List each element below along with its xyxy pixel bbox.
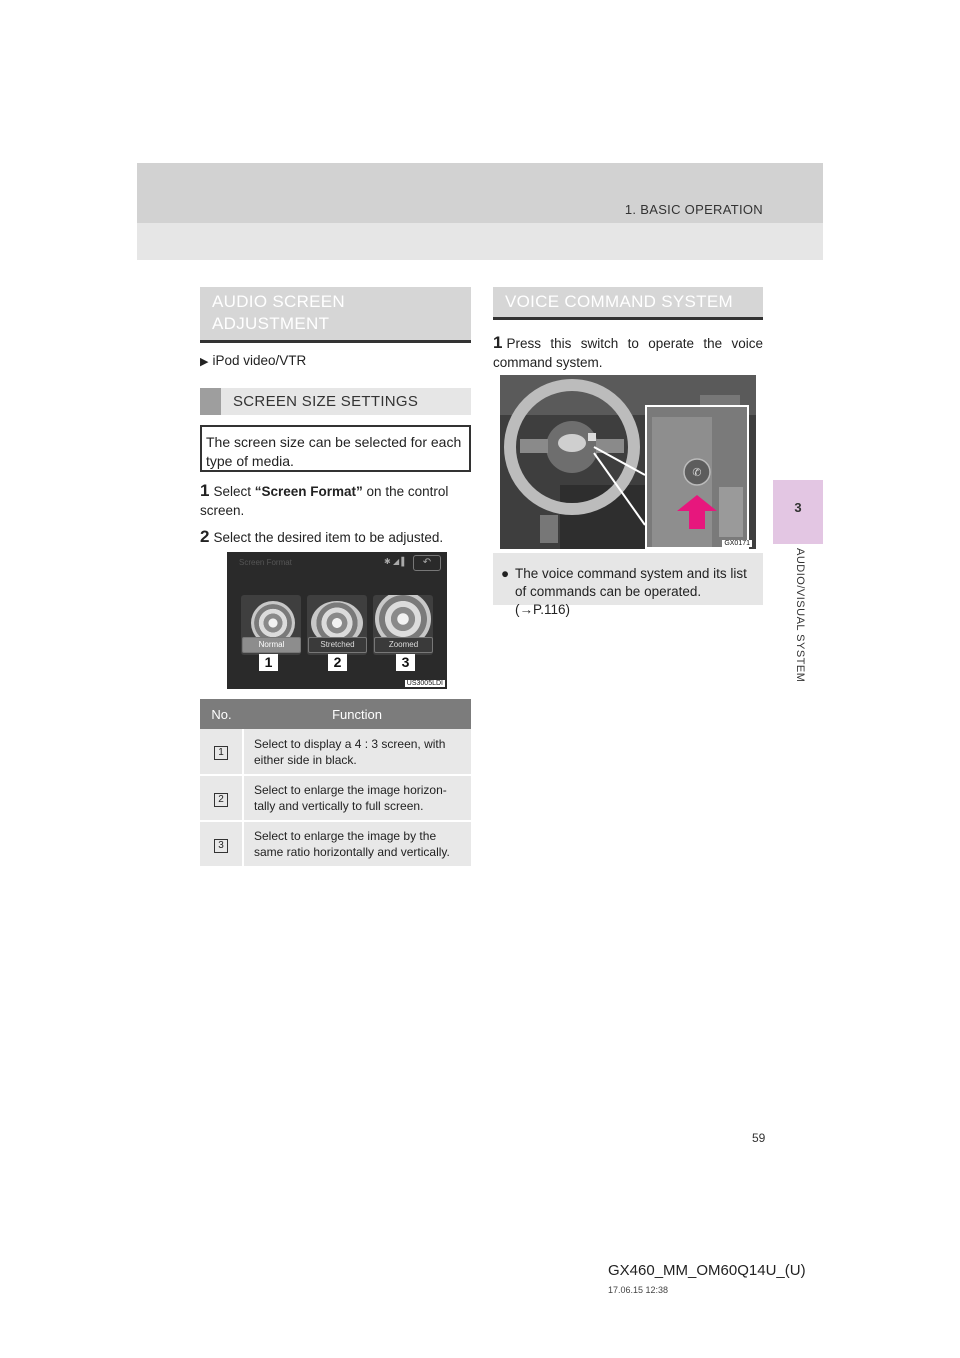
chapter-tab-label: AUDIO/VISUAL SYSTEM bbox=[794, 548, 806, 683]
section-heading-line2: ADJUSTMENT bbox=[212, 314, 330, 333]
callout-2: 2 bbox=[328, 654, 347, 671]
footer-date: 17.06.15 12:38 bbox=[608, 1285, 669, 1295]
callout-3: 3 bbox=[396, 654, 415, 671]
intro-box: The screen size can be selected for each type of media. bbox=[200, 425, 471, 472]
note-item bbox=[501, 565, 755, 619]
header-subband bbox=[137, 223, 823, 260]
note-text: The voice command system and its list of commands can be operated. (→P.116) bbox=[515, 566, 747, 617]
dashboard-photo bbox=[500, 375, 756, 549]
step-1-number: 1 bbox=[200, 481, 210, 500]
sub-heading-text: SCREEN SIZE SETTINGS bbox=[233, 393, 419, 410]
step-2-text: Select the desired item to be adjusted. bbox=[213, 530, 444, 545]
section-heading-audio-screen bbox=[200, 287, 471, 343]
row-number-box: 2 bbox=[214, 793, 228, 807]
table-header-row bbox=[200, 699, 471, 729]
right-step-1-text: Press this switch to operate the voice command system. bbox=[493, 336, 763, 370]
chapter-tab-number: 3 bbox=[794, 500, 802, 515]
step-2 bbox=[200, 527, 472, 547]
table-cell-num bbox=[200, 775, 243, 821]
table-row bbox=[200, 775, 471, 821]
step-1-bold: “Screen Format” bbox=[254, 484, 363, 499]
callout-1: 1 bbox=[259, 654, 278, 671]
chapter-title: 1. BASIC OPERATION bbox=[624, 202, 763, 217]
option-stretched-button[interactable]: Stretched bbox=[308, 637, 367, 653]
table-cell-function: Select to enlarge the image by the same ratio horizontally and vertically. bbox=[243, 821, 471, 867]
row-number-box: 1 bbox=[214, 746, 228, 760]
table-cell-function: Select to display a 4 : 3 screen, with either side in black. bbox=[243, 729, 471, 775]
section-heading-line1: AUDIO SCREEN bbox=[212, 292, 346, 311]
table-header-no: No. bbox=[200, 699, 243, 729]
screen-title: Screen Format bbox=[239, 558, 292, 567]
photo-code: GX0171 bbox=[724, 540, 750, 547]
function-table bbox=[200, 699, 471, 868]
option-zoomed-button[interactable]: Zoomed bbox=[374, 637, 433, 653]
table-row bbox=[200, 729, 471, 775]
right-step-1 bbox=[493, 333, 763, 372]
status-icons: ✱ ◢ ▌ bbox=[384, 557, 407, 566]
bullet-dot-icon: ● bbox=[501, 566, 510, 581]
row-number-box: 3 bbox=[214, 839, 228, 853]
table-header-function: Function bbox=[243, 699, 471, 729]
voice-command-note bbox=[493, 553, 763, 617]
screen-format-image bbox=[227, 552, 447, 689]
step-2-number: 2 bbox=[200, 527, 210, 546]
step-1 bbox=[200, 481, 472, 520]
section-heading-voice-command: VOICE COMMAND SYSTEM bbox=[493, 287, 763, 320]
table-cell-function: Select to enlarge the image horizon-tally and vertically to full screen. bbox=[243, 775, 471, 821]
footer-code: GX460_MM_OM60Q14U_(U) bbox=[608, 1262, 806, 1279]
closeup-illustration bbox=[647, 407, 747, 547]
switch-closeup-inset bbox=[645, 405, 749, 549]
table-cell-num bbox=[200, 729, 243, 775]
right-step-1-number: 1 bbox=[493, 333, 503, 352]
image-code: US3005LDI bbox=[406, 680, 443, 687]
table-cell-num bbox=[200, 821, 243, 867]
back-arrow-icon[interactable]: ↶ bbox=[413, 555, 441, 571]
option-normal-button[interactable]: Normal bbox=[242, 637, 301, 653]
bullet-text: iPod video/VTR bbox=[212, 353, 307, 368]
svg-text:✆: ✆ bbox=[692, 466, 702, 479]
bullet-ipod-video bbox=[200, 351, 306, 372]
step-1-pre: Select bbox=[213, 484, 255, 499]
sub-heading-screen-size bbox=[200, 388, 471, 415]
triangle-bullet-icon: ▶ bbox=[200, 356, 209, 368]
chapter-tab-label-wrap bbox=[790, 548, 810, 708]
page-number: 59 bbox=[752, 1131, 766, 1145]
sub-heading-bar bbox=[200, 388, 221, 415]
step-1-post: on the control screen. bbox=[200, 484, 449, 518]
table-row bbox=[200, 821, 471, 867]
